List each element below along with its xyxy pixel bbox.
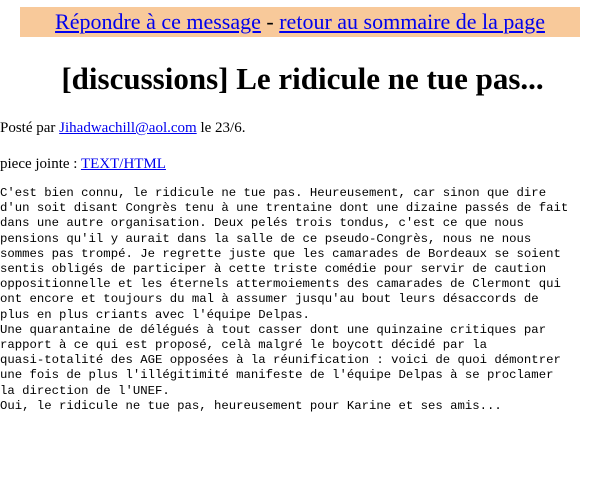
attachment-link[interactable]: TEXT/HTML: [80, 156, 166, 172]
message-line: dans une autre organisation. Deux pelés trois tondus, c'est ce que nous: [0, 216, 524, 231]
attachment-line: [0, 154, 166, 174]
page-title: [discussions] Le ridicule ne tue pas...: [61, 61, 544, 96]
message-line: sommes pas trompé. Je regrette juste que les camarades de Bordeaux se soient: [0, 246, 561, 261]
attachment-label: piece jointe :: [0, 156, 81, 172]
post-meta: [0, 118, 245, 138]
nav-separator: -: [266, 9, 274, 34]
message-line: oppositionnelle et les éternels attermoiements des camarades de Clermont qui: [0, 277, 561, 292]
message-line: C'est bien connu, le ridicule ne tue pas. Heureusement, car sinon que dire: [0, 186, 547, 200]
message-line: d'un soit disant Congrès tenu à une trentaine dont une dizaine passés de fait: [0, 201, 569, 216]
message-line: rapport à ce qui est proposé, celà malgré le boycott décidé par la: [0, 338, 488, 353]
post-date: le 23/6.: [196, 120, 246, 136]
nav-bar: [20, 7, 580, 37]
message-line: Une quarantaine de délégués à tout casser dont une quinzaine critiques par: [0, 322, 547, 337]
message-line: sentis obligés de participer à cette triste comédie pour servir de caution: [0, 262, 547, 277]
message-line: la direction de l'UNEF.: [0, 383, 170, 398]
message-line: quasi-totalité des AGE opposées à la réunification : voici de quoi démontrer: [0, 353, 561, 368]
message-line: pensions qu'il y aurait dans la salle de ce pseudo-Congrès, nous ne nous: [0, 231, 532, 246]
author-email-link[interactable]: Jihadwachill@aol.com: [59, 120, 197, 136]
back-to-summary-link[interactable]: retour au sommaire de la page: [279, 9, 545, 34]
message-line: ont encore et toujours du mal à assumer jusqu'au bout leurs désaccords de: [0, 292, 539, 307]
reply-link[interactable]: Répondre à ce message: [55, 9, 261, 34]
message-line: plus en plus criants avec l'équipe Delpas.: [0, 307, 310, 322]
posted-by-label: Posté par: [0, 120, 60, 136]
message-line: Oui, le ridicule ne tue pas, heureusement pour Karine et ses amis...: [0, 398, 502, 413]
message-body: [0, 186, 605, 414]
message-line: une fois de plus l'illégitimité manifeste de l'équipe Delpas à se proclamer: [0, 368, 554, 383]
